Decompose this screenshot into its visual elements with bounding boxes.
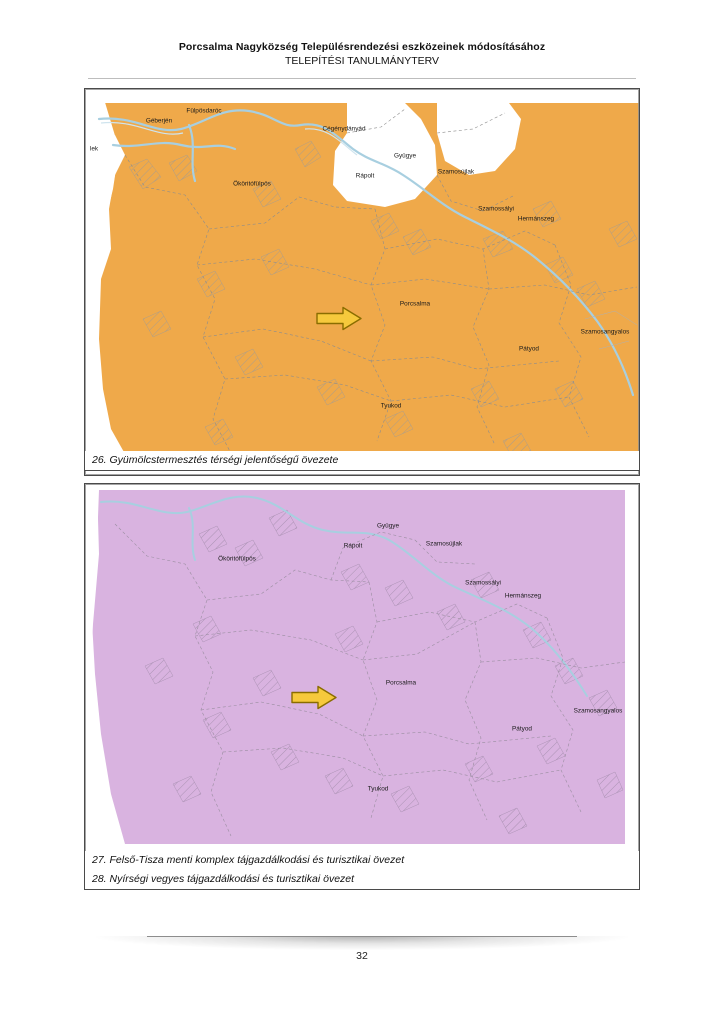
page-bottom-shadow <box>96 936 628 950</box>
map-label: Szamosangyalos <box>580 328 630 336</box>
map-label: Szamosújlak <box>425 540 463 548</box>
map-label: Szamosangyalos <box>573 707 623 715</box>
map-label: lek <box>89 145 99 153</box>
map-label: Pátyod <box>512 725 532 733</box>
map-label: Hermánszeg <box>504 592 542 600</box>
map-label: Tyukod <box>367 785 389 793</box>
header-divider <box>88 78 636 79</box>
figure-26-caption: 26. Gyümölcstermesztés térségi jelentőségű övezete <box>84 451 640 471</box>
map-label: Pátyod <box>519 345 539 353</box>
map-27-28-graphic <box>85 484 639 854</box>
highlight-arrow-27-28 <box>290 685 338 716</box>
map-label: Géberjén <box>145 117 173 125</box>
figure-27-caption: 27. Felső-Tisza menti komplex tájgazdálkodási és turisztikai övezet <box>84 851 640 871</box>
map-27-28 <box>85 484 639 854</box>
map-label: Tyukod <box>380 402 402 410</box>
map-label: Gyügye <box>393 152 417 160</box>
header-title-line2: TELEPÍTÉSI TANULMÁNYTERV <box>284 55 440 67</box>
map-label: Gyügye <box>376 522 400 530</box>
map-label: Rápolt <box>355 172 375 180</box>
map-label: Hermánszeg <box>517 215 555 223</box>
figure-28-caption: 28. Nyírségi vegyes tájgazdálkodási és turisztikai övezet <box>84 870 640 890</box>
figure-27-28 <box>84 483 640 855</box>
map-label: Porcsalma <box>385 679 417 687</box>
figure-26 <box>84 88 640 476</box>
map-label: Szamossályi <box>465 579 501 587</box>
page-header <box>0 40 724 68</box>
map-26 <box>85 89 639 475</box>
map-label: Porcsalma <box>399 300 431 308</box>
map-label: Szamosújlak <box>437 168 475 176</box>
page-number: 32 <box>356 950 368 962</box>
map-label: Szamossályi <box>478 205 514 213</box>
highlight-arrow-26 <box>315 306 363 337</box>
map-label: Rápolt <box>343 542 363 550</box>
map-label: Fülpösdaróc <box>186 107 222 115</box>
map-label: Cégénydányád <box>322 125 366 133</box>
header-title-line1: Porcsalma Nagyközség Településrendezési eszközeinek módosításához <box>178 41 546 53</box>
map-label: Ököritófülpös <box>233 180 271 188</box>
map-label: Ököritófülpös <box>218 555 256 563</box>
map-26-graphic <box>85 89 639 475</box>
